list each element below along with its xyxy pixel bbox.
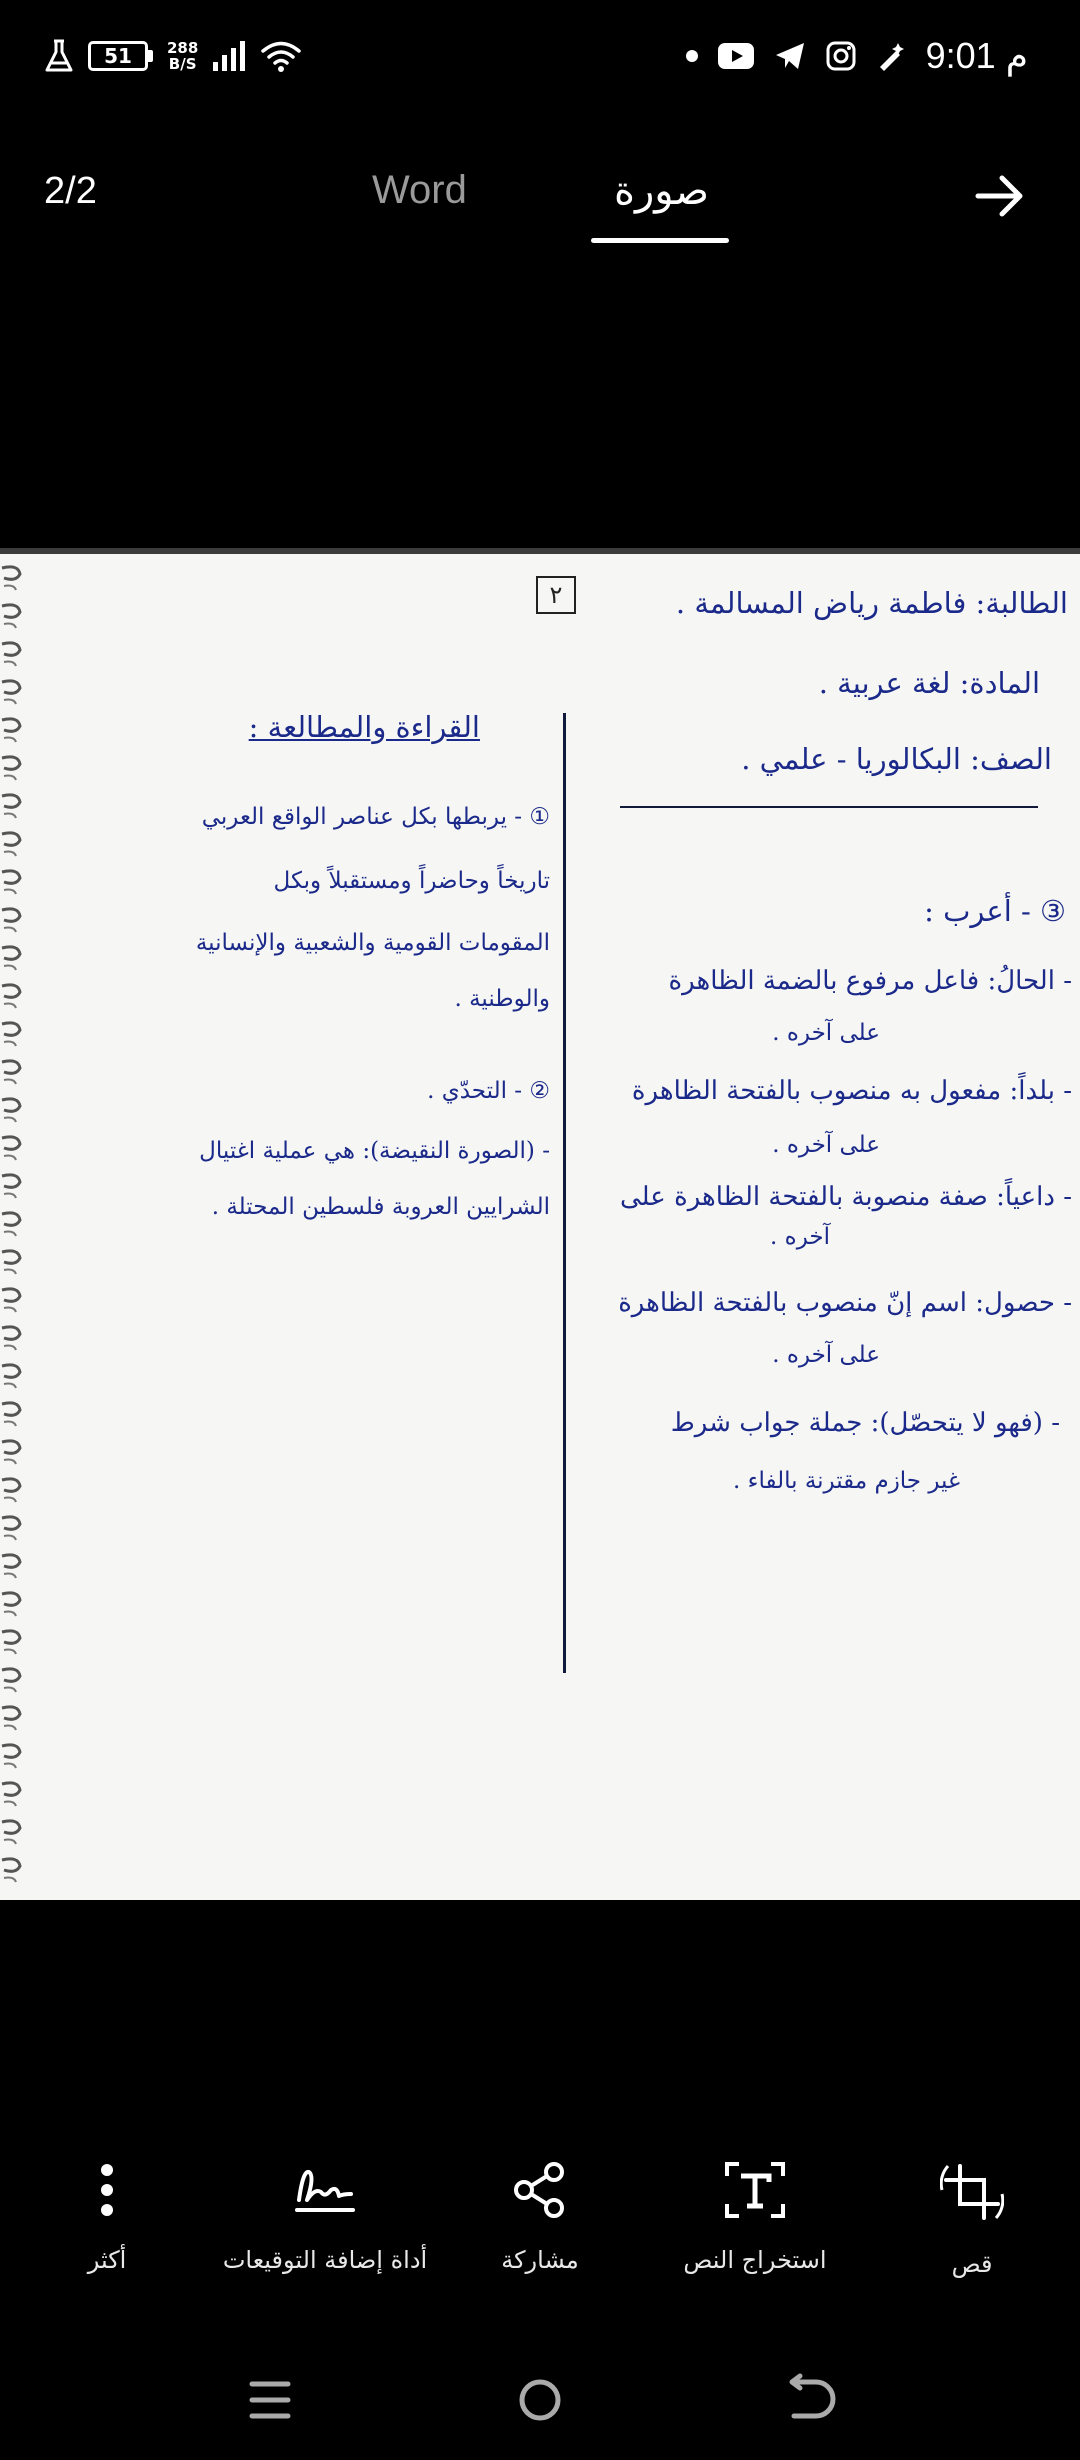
status-bar (0, 0, 1080, 110)
page-top-edge (0, 548, 1080, 554)
student-name-line: الطالبة: فاطمة رياض المسالمة . (675, 586, 1068, 620)
wifi-icon (260, 39, 302, 73)
instagram-icon (826, 41, 856, 71)
header-rule (620, 806, 1038, 808)
left-line: ① - يربطها بكل عناصر الواقع العربي (201, 804, 550, 830)
home-icon[interactable] (500, 2360, 580, 2440)
crop-label: قص (951, 2250, 993, 2278)
right-line: آخره . (770, 1224, 830, 1250)
class-line: الصف: البكالوريا - علمي . (741, 742, 1052, 776)
back-icon[interactable] (770, 2360, 850, 2440)
signature-icon (293, 2160, 357, 2220)
status-left (44, 28, 302, 84)
right-line: - (فهو لا يتحصّل): جملة جواب شرط (670, 1408, 1060, 1438)
share-label: مشاركة (501, 2246, 579, 2274)
left-line: والوطنية . (454, 986, 550, 1012)
tab-word[interactable]: Word (372, 168, 467, 212)
system-navigation-bar (0, 2340, 1080, 2460)
telegram-icon (774, 41, 806, 71)
extract-text-icon (723, 2160, 787, 2220)
net-speed-unit: B/S (168, 55, 197, 73)
lab-flask-icon (44, 39, 74, 73)
more-button[interactable] (0, 2160, 227, 2274)
right-line: غير جازم مقترنة بالفاء . (733, 1468, 960, 1494)
right-line: - حصول: اسم إنّ منصوب بالفتحة الظاهرة (618, 1288, 1072, 1318)
viewer-top-bar (0, 110, 1080, 250)
crop-icon (940, 2160, 1004, 2224)
parsing-heading: ③ - أعرب : (924, 894, 1066, 928)
extract-text-button[interactable] (635, 2160, 875, 2274)
youtube-icon (718, 43, 754, 69)
subject-line: المادة: لغة عربية . (818, 666, 1040, 700)
share-button[interactable] (420, 2160, 660, 2274)
crop-button[interactable] (852, 2160, 1080, 2278)
pen-sparkle-icon (876, 41, 906, 71)
document-image (0, 548, 1080, 1900)
left-line: - (الصورة النقيضة): هي عملية اغتيال (199, 1138, 550, 1164)
page-number-box: ٢ (536, 576, 576, 614)
battery-level: 51 (104, 44, 132, 68)
more-label: أكثر (87, 2246, 127, 2274)
right-line: على آخره . (772, 1132, 880, 1158)
more-vertical-icon (77, 2160, 137, 2220)
recents-icon[interactable] (230, 2360, 310, 2440)
left-line: تاريخاً وحاضراً ومستقبلاً وبكل (273, 868, 550, 894)
notification-dot-icon (686, 50, 698, 62)
column-divider (563, 713, 566, 1673)
signature-tool-label: أداة إضافة التوقيعات (222, 2246, 428, 2274)
active-tab-indicator (591, 238, 729, 243)
signal-icon (212, 40, 246, 72)
right-line: على آخره . (772, 1020, 880, 1046)
right-line: على آخره . (772, 1342, 880, 1368)
left-line: ② - التحدّي . (427, 1078, 550, 1104)
right-line: - الحالُ: فاعل مرفوع بالضمة الظاهرة (668, 966, 1072, 996)
signature-tool-button[interactable] (205, 2160, 445, 2274)
tab-image[interactable]: صورة (614, 169, 709, 213)
spiral-binding (0, 560, 26, 1890)
right-line: - داعياً: صفة منصوبة بالفتحة الظاهرة على (620, 1182, 1072, 1212)
net-speed-value: 288 (167, 39, 199, 57)
bottom-toolbar (0, 2160, 1080, 2330)
status-right (686, 28, 1028, 84)
page-counter: 2/2 (44, 170, 97, 212)
extract-text-label: استخراج النص (683, 2246, 827, 2274)
right-line: - بلداً: مفعول به منصوب بالفتحة الظاهرة (631, 1076, 1072, 1106)
reading-title: القراءة والمطالعة : (248, 710, 480, 744)
share-icon (510, 2160, 570, 2220)
battery-icon (88, 41, 153, 71)
clock: 9:01 م (925, 35, 1028, 76)
left-line: الشرايين العروبة فلسطين المحتلة . (211, 1194, 550, 1220)
left-line: المقومات القومية والشعبية والإنسانية (195, 930, 550, 956)
network-speed (167, 40, 198, 72)
arrow-right-icon[interactable] (972, 168, 1028, 224)
